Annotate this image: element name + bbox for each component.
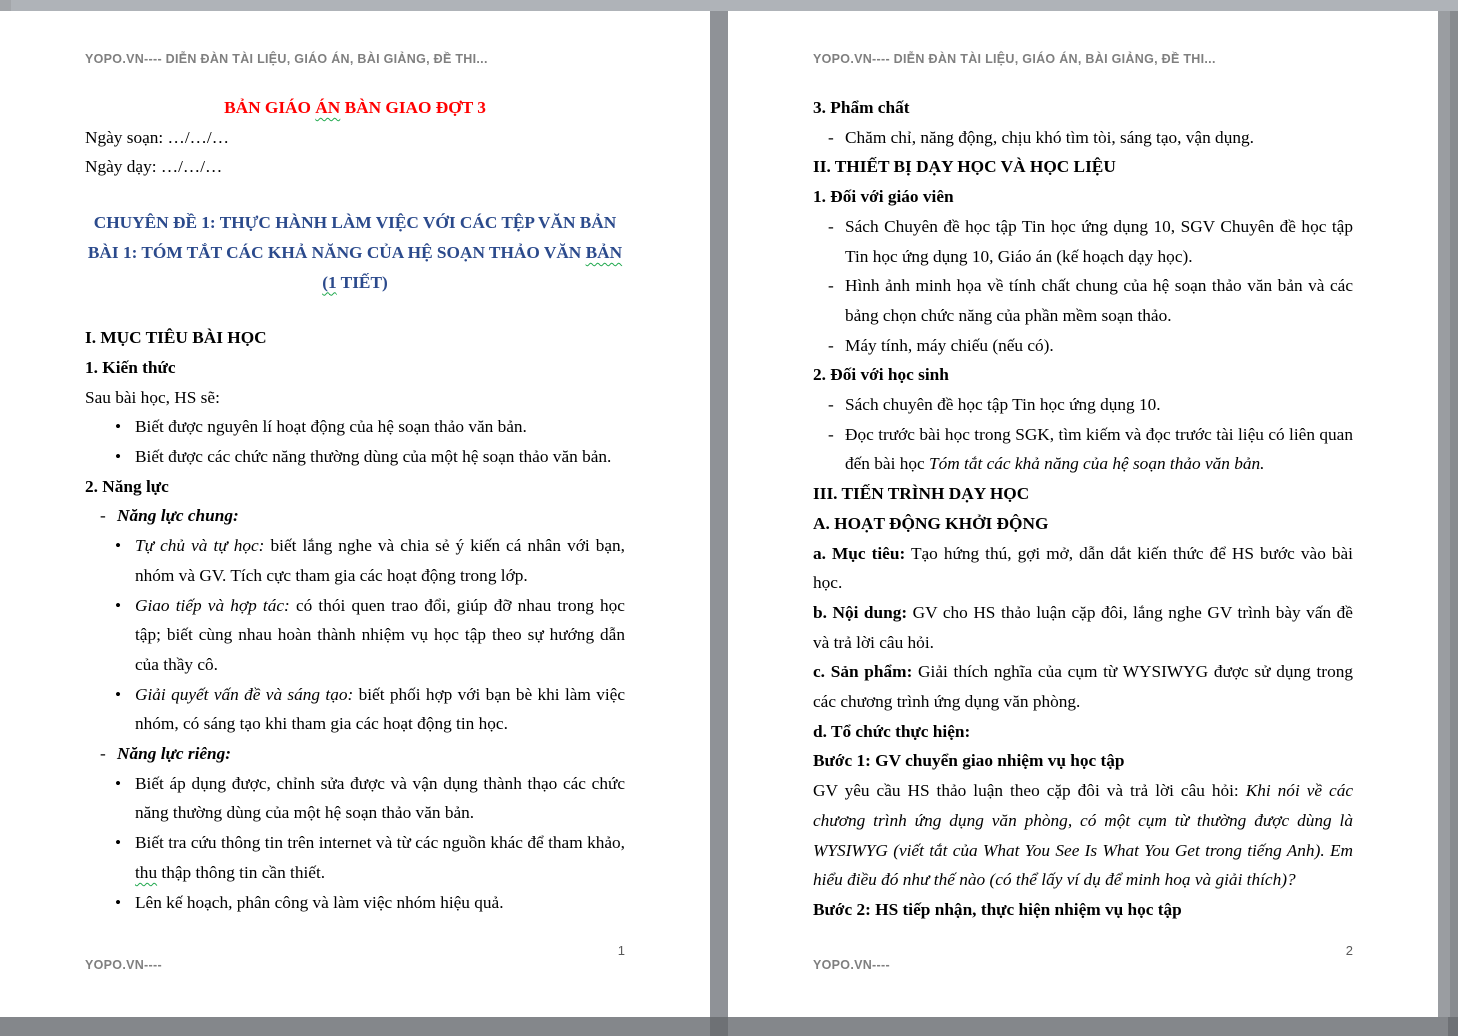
- top-bar: [0, 0, 1458, 11]
- bullet-marker: •: [115, 447, 122, 467]
- text-run: Ngày dạy: …/…/…: [85, 157, 223, 177]
- list-item: [813, 390, 1353, 420]
- dash-marker: -: [828, 424, 834, 444]
- list-item: [85, 501, 625, 531]
- page-body: [813, 93, 1353, 925]
- text-run: BẢN GIÁO: [224, 98, 316, 117]
- text-run: Tự chủ và tự học:: [135, 536, 265, 556]
- text-run: thập thông tin cần thiết.: [157, 862, 326, 882]
- list-item: [85, 591, 625, 680]
- text-run: Biết được các chức năng thường dùng của một hệ soạn thảo văn bản.: [135, 447, 612, 467]
- heading: [813, 895, 1353, 925]
- bullet-marker: •: [115, 536, 122, 556]
- heading: [813, 182, 1353, 212]
- heading: [85, 353, 625, 383]
- text-run: III. TIẾN TRÌNH DẠY HỌC: [813, 484, 1030, 504]
- paragraph: [813, 598, 1353, 657]
- text-run: có thói quen trao đổi, giúp đỡ nhau trong học tập; biết cùng nhau hoàn thành nhiệm vụ học tập theo sự hướng dẫn của thầy cô.: [135, 595, 625, 674]
- list-item: [813, 331, 1353, 361]
- dash-marker: -: [828, 276, 834, 296]
- text-run: Ngày soạn: …/…/…: [85, 127, 229, 147]
- text-run: Đọc trước bài học trong SGK, tìm kiếm và đọc trước tài liệu có liên quan đến bài học: [845, 424, 1353, 474]
- page-header: YOPO.VN---- DIỄN ĐÀN TÀI LIỆU, GIÁO ÁN, BÀI GIẢNG, ĐỀ THI...: [813, 52, 1216, 66]
- list-item: [85, 828, 625, 887]
- heading: [813, 152, 1353, 182]
- list-item: [85, 888, 625, 918]
- text-run: CHUYÊN ĐỀ 1: THỰC HÀNH LÀM VIỆC VỚI CÁC TỆP VĂN BẢN: [93, 213, 617, 233]
- heading: [85, 268, 625, 298]
- text-run: I. MỤC TIÊU BÀI HỌC: [85, 328, 267, 348]
- top-corner: [0, 0, 11, 11]
- heading: [813, 509, 1353, 539]
- text-run: Giải quyết vấn đề và sáng tạo:: [135, 684, 354, 704]
- page-separator: [710, 11, 728, 1017]
- text-run: Biết áp dụng được, chỉnh sửa được và vận dụng thành thạo các chức năng thường dùng của một hệ soạn thảo văn bản.: [135, 773, 625, 823]
- text-run: Năng lực chung:: [117, 506, 239, 526]
- paragraph: [813, 539, 1353, 598]
- text-run: Sách chuyên đề học tập Tin học ứng dụng 10.: [845, 395, 1161, 415]
- text-run: c. Sản phẩm:: [813, 662, 913, 682]
- page-body: [85, 93, 625, 917]
- heading: [813, 360, 1353, 390]
- text-run: Máy tính, máy chiếu (nếu có).: [845, 335, 1054, 355]
- bullet-marker: •: [115, 833, 122, 853]
- dash-marker: -: [828, 127, 834, 147]
- text-run: Giao tiếp và hợp tác:: [135, 595, 290, 615]
- heading: [85, 472, 625, 502]
- text-run: Lên kế hoạch, phân công và làm việc nhóm hiệu quả.: [135, 892, 504, 912]
- text-run: 1. Kiến thức: [85, 357, 176, 377]
- text-run: Bước 2: HS tiếp nhận, thực hiện nhiệm vụ học tập: [813, 899, 1182, 919]
- right-margin-strip: [1438, 11, 1450, 1017]
- text-run: GV cho HS thảo luận cặp đôi, lắng nghe GV trình bày vấn đề và trả lời câu hỏi.: [813, 602, 1353, 652]
- list-item: [813, 420, 1353, 479]
- text-run: Năng lực riêng:: [117, 744, 232, 764]
- blank-line: [85, 182, 625, 208]
- page-header: YOPO.VN---- DIỄN ĐÀN TÀI LIỆU, GIÁO ÁN, BÀI GIẢNG, ĐỀ THI...: [85, 52, 488, 66]
- bullet-marker: •: [115, 595, 122, 615]
- page-2[interactable]: [728, 11, 1438, 1017]
- text-run: Bước 1: GV chuyển giao nhiệm vụ học tập: [813, 751, 1125, 771]
- bullet-marker: •: [115, 684, 122, 704]
- text-run: BÀN GIAO ĐỢT 3: [340, 98, 486, 117]
- list-item: [85, 531, 625, 590]
- text-run: d. Tổ chức thực hiện:: [813, 721, 971, 741]
- heading: [85, 323, 625, 353]
- bottom-bar-notch: [710, 1017, 728, 1036]
- list-item: [85, 739, 625, 769]
- text-run: GV yêu cầu HS thảo luận theo cặp đôi và trả lời câu hỏi:: [813, 781, 1246, 801]
- text-run: biết phối hợp với bạn bè khi làm việc nhóm, có sáng tạo khi tham gia các hoạt động tin học.: [135, 684, 625, 734]
- page-1[interactable]: [0, 11, 710, 1017]
- page-footer: YOPO.VN----: [813, 958, 890, 972]
- list-item: [85, 412, 625, 442]
- text-run: 2. Đối với học sinh: [813, 365, 949, 385]
- heading: [813, 746, 1353, 776]
- bullet-marker: •: [115, 417, 122, 437]
- text-run: TIẾT): [336, 272, 388, 292]
- list-item: [85, 442, 625, 472]
- paragraph: [813, 776, 1353, 895]
- text-run: thu: [135, 862, 158, 882]
- right-edge-strip: [1450, 11, 1458, 1017]
- text-run: Tóm tắt các khả năng của hệ soạn thảo văn bản.: [928, 454, 1265, 474]
- heading: [85, 208, 625, 238]
- dash-marker: -: [828, 216, 834, 236]
- text-run: a. Mục tiêu:: [813, 543, 906, 563]
- list-item: [813, 271, 1353, 330]
- paragraph: [85, 152, 625, 182]
- text-run: b. Nội dung:: [813, 602, 908, 622]
- paragraph: [85, 123, 625, 153]
- text-run: Sách Chuyên đề học tập Tin học ứng dụng 10, SGV Chuyên đề học tập Tin học ứng dụng 10, Giáo án (kế hoạch dạy học).: [845, 216, 1353, 266]
- text-run: 2. Năng lực: [85, 476, 169, 496]
- text-run: 3. Phẩm chất: [813, 98, 910, 117]
- page-footer: YOPO.VN----: [85, 958, 162, 972]
- heading: [813, 479, 1353, 509]
- text-run: Sau bài học, HS sẽ:: [85, 387, 220, 407]
- text-run: BẢN: [585, 242, 623, 262]
- dash-marker: -: [100, 744, 106, 764]
- text-run: Chăm chỉ, năng động, chịu khó tìm tòi, sáng tạo, vận dụng.: [845, 127, 1254, 147]
- dash-marker: -: [828, 335, 834, 355]
- page-number: 2: [1345, 943, 1353, 958]
- text-run: Tạo hứng thú, gợi mở, dẫn dắt kiến thức để HS bước vào bài học.: [813, 543, 1353, 593]
- text-run: II. THIẾT BỊ DẠY HỌC VÀ HỌC LIỆU: [813, 157, 1116, 177]
- text-run: biết lắng nghe và chia sẻ ý kiến cá nhân với bạn, nhóm và GV. Tích cực tham gia các hoạt động trong lớp.: [135, 536, 625, 585]
- bullet-marker: •: [115, 892, 122, 912]
- text-run: Khi nói về các chương trình ứng dụng văn phòng, có một cụm từ thường được dùng là WYSIWYG (viết tắt của What You See Is What You Get trong tiếng Anh). Em hiểu điều đó như thế nào (có thể lấy ví dụ để minh hoạ và giải thích)?: [813, 781, 1353, 890]
- heading: [813, 93, 1353, 123]
- text-run: Biết tra cứu thông tin trên internet và từ các nguồn khác để tham khảo,: [135, 833, 625, 853]
- heading: [813, 717, 1353, 747]
- page-number: 1: [617, 943, 625, 958]
- paragraph: [85, 383, 625, 413]
- heading: [85, 238, 625, 268]
- blank-line: [85, 297, 625, 323]
- text-run: A. HOẠT ĐỘNG KHỞI ĐỘNG: [813, 513, 1049, 533]
- text-run: 1. Đối với giáo viên: [813, 187, 954, 207]
- text-run: Biết được nguyên lí hoạt động của hệ soạn thảo văn bản.: [135, 417, 527, 437]
- list-item: [813, 123, 1353, 153]
- dash-marker: -: [100, 506, 106, 526]
- text-run: BÀI 1: TÓM TẮT CÁC KHẢ NĂNG CỦA HỆ SOẠN THẢO VĂN: [87, 242, 586, 262]
- dash-marker: -: [828, 395, 834, 415]
- bottom-bar-notch: [1448, 1017, 1458, 1036]
- bullet-marker: •: [115, 773, 122, 793]
- list-item: [813, 212, 1353, 271]
- text-run: Giải thích nghĩa của cụm từ WYSIWYG được sử dụng trong các chương trình ứng dụng văn phòng.: [813, 662, 1353, 712]
- list-item: [85, 769, 625, 828]
- paragraph: [813, 657, 1353, 716]
- heading: [85, 93, 625, 123]
- text-run: ÁN: [315, 98, 341, 117]
- bottom-bar: [0, 1017, 1458, 1036]
- text-run: (1: [322, 272, 337, 292]
- list-item: [85, 680, 625, 739]
- text-run: Hình ảnh minh họa về tính chất chung của hệ soạn thảo văn bản và các bảng chọn chức năng của phần mềm soạn thảo.: [845, 276, 1353, 325]
